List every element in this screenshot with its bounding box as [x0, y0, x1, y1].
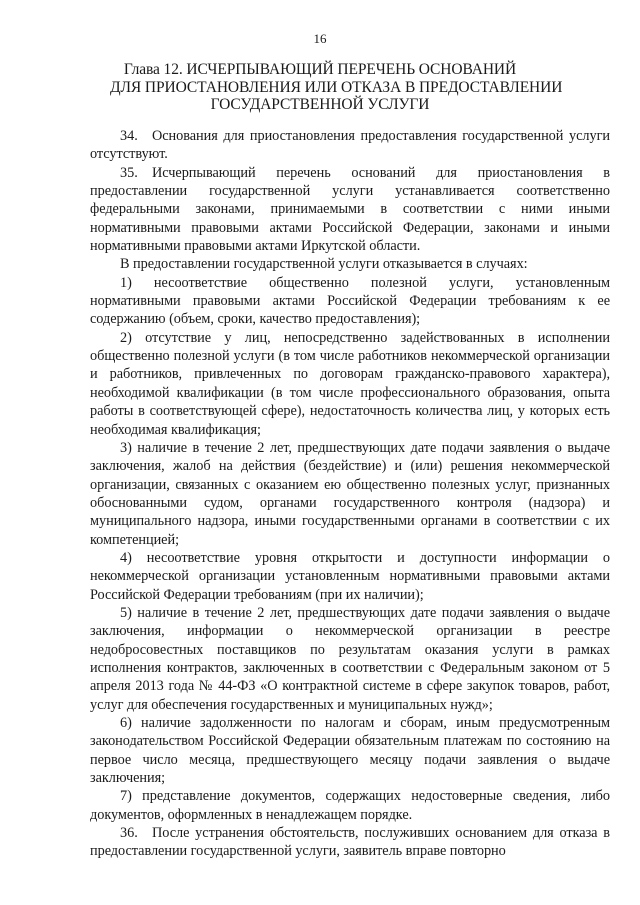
refusal-item-2: 2) отсутствие у лиц, непосредственно задействованных в исполнении общественно полезной услуги (в том числе работников некоммерческой организации и работников, привлеченных по договорам гражданско-правового характера), необходимой квалификации (в том числе профессионального образования, опыта работы в соответствующей сфере), недостаточность количества лиц, у которых есть необходимая квалификация;: [90, 329, 610, 438]
refusal-item-7: 7) представление документов, содержащих недостоверные сведения, либо документов, оформленных в ненадлежащем порядке.: [90, 788, 610, 823]
document-body: [90, 127, 610, 861]
paragraph-34: 34. Основания для приостановления предоставления государственной услуги отсутствуют.: [90, 128, 610, 163]
paragraph-35: 35. Исчерпывающий перечень оснований для приостановления в предоставлении государственной услуги устанавливается соответственно федеральными законами, принимаемыми в соответствии с ними иными нормативными правовыми актами Российской Федерации, законами и иными нормативными правовыми актами Иркутской области.: [90, 164, 610, 255]
refusal-item-3: 3) наличие в течение 2 лет, предшествующих дате подачи заявления о выдаче заключения, жалоб на действия (бездействие) и (или) решения некоммерческой организации, связанных с оказанием ею общественно полезных услуг, признанных обоснованными судом, органами государственного контроля (надзора) и муниципального надзора, иными государственными органами в соответствии с их компетенцией;: [90, 439, 610, 548]
chapter-title-line-2: ДЛЯ ПРИОСТАНОВЛЕНИЯ ИЛИ ОТКАЗА В ПРЕДОСТАВЛЕНИИ: [110, 78, 563, 96]
refusal-item-6: 6) наличие задолженности по налогам и сборам, иным предусмотренным законодательством Российской Федерации обязательным платежам по состоянию на первое число месяца, предшествующего месяцу подачи заявления о выдаче заключения;: [90, 715, 610, 787]
paragraph-36: 36. После устранения обстоятельств, послуживших основанием для отказа в предоставлении государственной услуги, заявитель вправе повторно: [90, 825, 610, 860]
page-number: 16: [313, 31, 327, 46]
refusal-item-5: 5) наличие в течение 2 лет, предшествующих дате подачи заявления о выдаче заключения, информации о некоммерческой организации в реестре недобросовестных поставщиков по результатам оказания услуги в рамках исполнения контрактов, заключенных в соответствии с Федеральным законом от 5 апреля 2013 года № 44-ФЗ «О контрактной системе в сфере закупок товаров, работ, услуг для обеспечения государственных и муниципальных нужд»;: [90, 604, 610, 713]
refusal-item-4: 4) несоответствие уровня открытости и доступности информации о некоммерческой организации установленным нормативными правовыми актами Российской Федерации требованиям (при их наличии);: [90, 549, 610, 603]
chapter-title-line-3: ГОСУДАРСТВЕННОЙ УСЛУГИ: [210, 96, 430, 113]
chapter-title: [110, 61, 563, 114]
paragraph-refusal-intro: В предоставлении государственной услуги отказывается в случаях:: [120, 256, 528, 273]
refusal-item-1: 1) несоответствие общественно полезной услуги, установленным нормативными правовыми актами Российской Федерации требованиям к ее содержанию (объем, сроки, качество предоставления);: [90, 274, 610, 328]
chapter-title-line-1: Глава 12. ИСЧЕРПЫВАЮЩИЙ ПЕРЕЧЕНЬ ОСНОВАНИЙ: [123, 61, 517, 78]
